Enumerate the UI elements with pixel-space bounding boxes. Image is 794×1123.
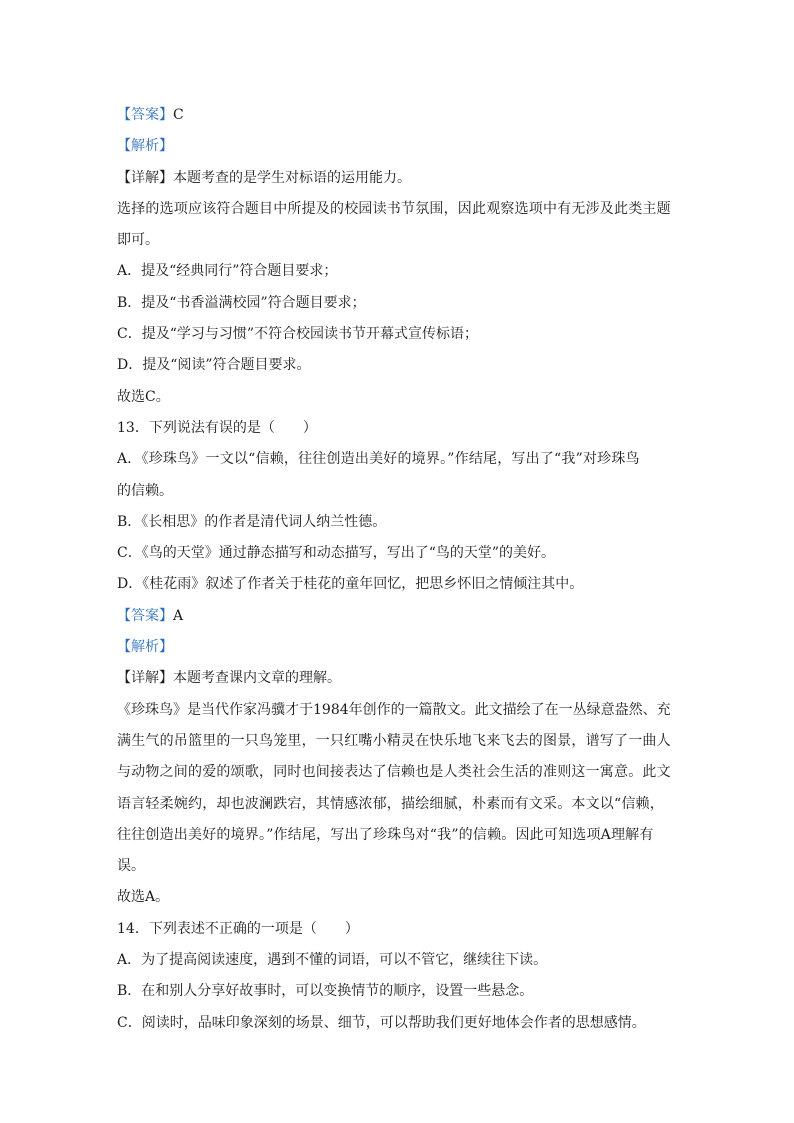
detail-text: 本题考查课内文章的理解。 <box>173 670 341 687</box>
body-line: 与动物之间的爱的颂歌，同时也间接表达了信赖也是人类社会生活的准则这一寓意。此文 <box>117 764 671 781</box>
detail-tag: 【详解】 <box>117 670 173 687</box>
body-line: B．提及“书香溢满校园”符合题目要求； <box>117 294 366 311</box>
body-line: D．提及“阅读”符合题目要求。 <box>117 357 311 374</box>
document-page <box>117 100 677 1039</box>
body-line: C．提及“学习与习惯”不符合校园读书节开幕式宣传标语； <box>117 326 479 343</box>
body-line: 满生气的吊篮里的一只鸟笼里，一只红嘴小精灵在快乐地飞来飞去的图景，谱写了一曲人 <box>117 732 671 749</box>
answer-line-1 <box>117 100 677 131</box>
question-14-option: A．为了提高阅读速度，遇到不懂的词语，可以不管它，继续往下读。 <box>117 952 548 969</box>
question-13-option: B．《长相思》的作者是清代词人纳兰性德。 <box>117 513 387 530</box>
question-14-option: C．阅读时，品味印象深刻的场景、细节，可以帮助我们更好地体会作者的思想感情。 <box>117 1014 646 1031</box>
question-13-stem: 13．下列说法有误的是（ ） <box>117 419 317 436</box>
question-13-option: C．《鸟的天堂》通过静态描写和动态描写，写出了“鸟的天堂”的美好。 <box>117 545 556 562</box>
answer-value: C <box>173 107 184 123</box>
answer-line-2 <box>117 601 677 632</box>
body-line: 故选A。 <box>117 889 170 906</box>
body-line: 《珍珠鸟》是当代作家冯骥才于1984年创作的一篇散文。此文描绘了在一丛绿意盎然、充 <box>117 701 671 718</box>
body-line: 故选C。 <box>117 388 170 405</box>
analysis-heading-1: 【解析】 <box>117 138 173 155</box>
body-line: 即可。 <box>117 232 159 249</box>
analysis-heading-2: 【解析】 <box>117 639 173 656</box>
answer-value: A <box>173 607 184 624</box>
body-line: A．提及“经典同行”符合题目要求； <box>117 263 338 280</box>
question-14-option: B．在和别人分享好故事时，可以变换情节的顺序，设置一些悬念。 <box>117 983 534 1000</box>
detail-tag: 【详解】 <box>117 169 173 186</box>
question-13-option: D．《桂花雨》叙述了作者关于桂花的童年回忆，把思乡怀旧之情倾注其中。 <box>117 576 584 593</box>
body-line: 往往创造出美好的境界。”作结尾，写出了珍珠鸟对“我”的信赖。因此可知选项A理解有 <box>117 826 654 843</box>
body-line: 误。 <box>117 858 145 875</box>
answer-tag: 【答案】 <box>117 607 173 624</box>
detail-text: 本题考查的是学生对标语的运用能力。 <box>173 169 411 186</box>
question-13-option: A．《珍珠鸟》一文以“信赖，往往创造出美好的境界。”作结尾，写出了“我”对珍珠鸟 <box>117 451 640 468</box>
body-line: 语言轻柔婉约，却也波澜跌宕，其情感浓郁，描绘细腻，朴素而有文采。本文以“信赖， <box>117 795 664 812</box>
answer-tag: 【答案】 <box>117 107 173 123</box>
question-13-option: 的信赖。 <box>117 482 173 499</box>
detail-line-1 <box>117 163 677 194</box>
detail-line-2 <box>117 663 677 694</box>
body-line: 选择的选项应该符合题目中所提及的校园读书节氛围，因此观察选项中有无涉及此类主题 <box>117 200 671 217</box>
question-14-stem: 14．下列表述不正确的一项是（ ） <box>117 920 359 937</box>
